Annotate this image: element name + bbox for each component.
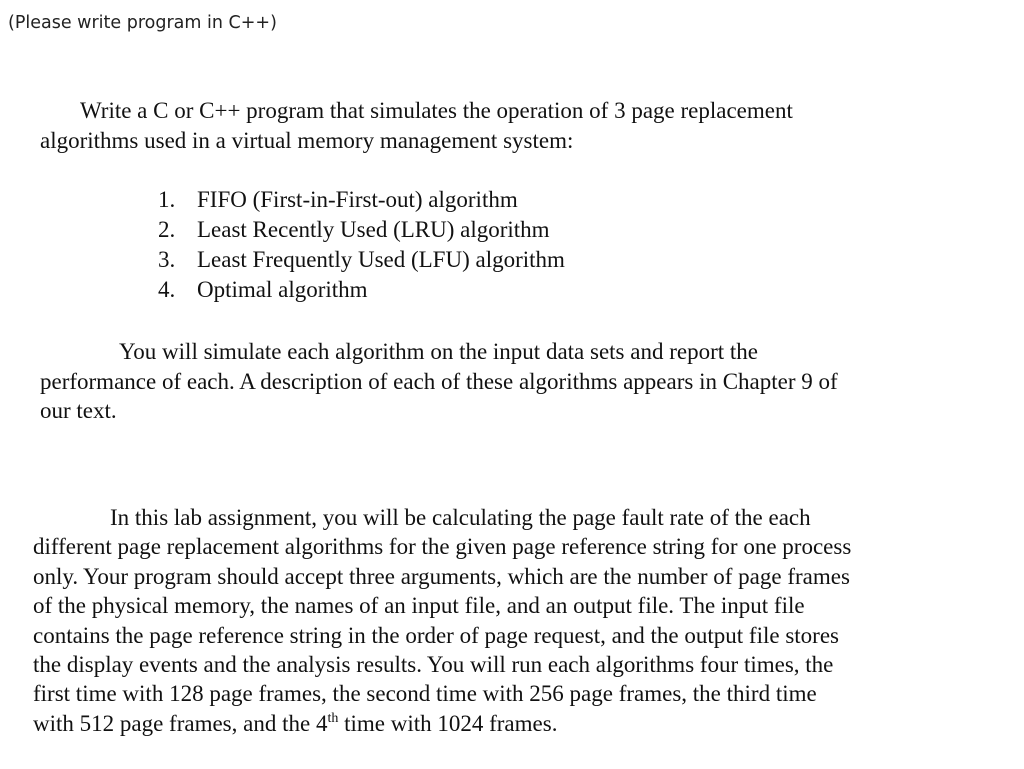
assignment-last-line-end: time with 1024 frames. [338,710,558,736]
simulation-line: You will simulate each algorithm on the input data sets and report the [119,339,758,364]
simulation-paragraph [40,337,838,426]
list-item [158,275,565,305]
list-item-number: 1. [158,187,176,212]
assignment-line: In this lab assignment, you will be calculating the page fault rate of the each [110,505,811,530]
assignment-line: first time with 128 page frames, the second time with 256 page frames, the third time [33,681,817,707]
ordinal-suffix: th [327,710,339,726]
list-item-label: Least Frequently Used (LFU) algorithm [197,247,565,272]
list-item-label: Optimal algorithm [197,277,368,302]
list-item [158,185,565,215]
intro-line: Write a C or C++ program that simulates the operation of 3 page replacement [80,98,793,123]
list-item [158,215,565,245]
assignment-line: the display events and the analysis results. You will run each algorithms four times, the [33,652,834,678]
algorithm-list [158,185,565,305]
list-item-number: 2. [158,217,176,242]
list-item-number: 4. [158,277,176,302]
list-item-label: FIFO (First-in-First-out) algorithm [197,187,518,212]
intro-line: algorithms used in a virtual memory management system: [40,127,574,153]
intro-paragraph [40,96,793,155]
assignment-line: of the physical memory, the names of an input file, and an output file. The input file [33,593,805,619]
assignment-line: only. Your program should accept three arguments, which are the number of page frames [33,563,850,589]
list-item-number: 3. [158,247,176,272]
assignment-paragraph [33,503,851,738]
simulation-line: our text. [40,398,117,423]
list-item [158,245,565,275]
assignment-line: different page replacement algorithms for the given page reference string for one process [33,534,852,560]
simulation-line: performance of each. A description of each of these algorithms appears in Chapter 9 of [40,368,838,394]
assignment-last-line-start: with 512 page frames, and the 4 [33,710,328,736]
list-item-label: Least Recently Used (LRU) algorithm [197,217,550,242]
assignment-line: contains the page reference string in the order of page request, and the output file stores [33,622,839,648]
program-language-note: (Please write program in C++) [8,13,277,33]
assignment-last-line [33,709,851,738]
